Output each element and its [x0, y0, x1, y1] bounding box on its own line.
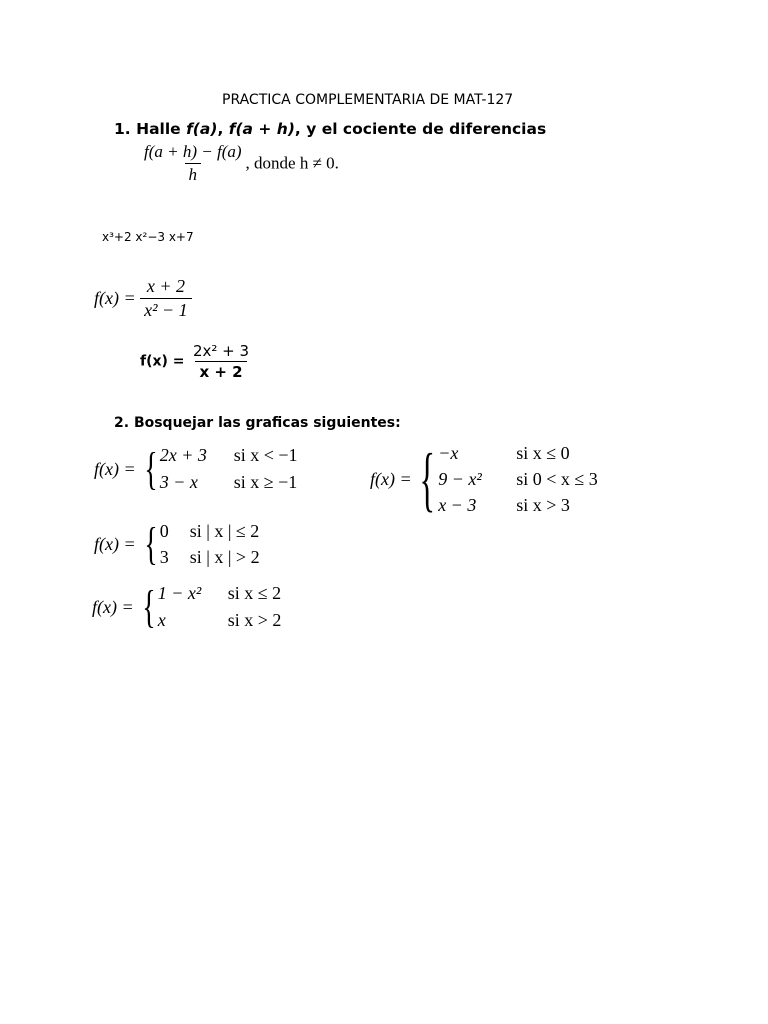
piecewise-function-3-expr: 3 [159, 547, 169, 567]
piecewise-function-2-row [438, 492, 598, 518]
piecewise-function-2-expr: −x [438, 443, 459, 463]
piecewise-function-2-expr: 9 − x² [438, 469, 482, 489]
question-1-fa: f(a) [186, 120, 218, 138]
piecewise-function-1-cond: si x ≥ −1 [233, 472, 298, 492]
piecewise-function-1-cases [160, 442, 298, 496]
question-1-number: 1. [114, 120, 131, 138]
piecewise-function-4-lhs: f(x) = [92, 596, 134, 617]
rational-function-1-numerator: x + 2 [146, 276, 185, 296]
piecewise-function-1-cond: si x < −1 [233, 445, 298, 465]
question-1-fah: f(a + h) [228, 120, 295, 138]
rational-function-1-denominator: x² − 1 [140, 298, 192, 321]
difference-quotient-tail: , donde h ≠ 0. [245, 153, 339, 173]
piecewise-function-3-lhs: f(x) = [94, 533, 136, 554]
piecewise-function-2-row [438, 440, 598, 466]
question-1-sep: , [217, 120, 229, 138]
rational-function-2-lhs: f(x) = [140, 353, 185, 370]
question-1-heading [114, 120, 546, 138]
piecewise-function-3-cases [160, 518, 260, 570]
question-2-label: Bosquejar las graficas siguientes: [133, 415, 401, 431]
piecewise-function-2-cases [438, 440, 598, 518]
difference-quotient-denominator: h [185, 163, 202, 185]
rational-function-2 [140, 342, 253, 381]
piecewise-function-4-brace: { [142, 581, 156, 632]
piecewise-function-2-expr: x − 3 [438, 495, 477, 515]
piecewise-function-4-row [158, 580, 282, 607]
question-2-heading [114, 415, 401, 431]
rational-function-2-numerator: 2x² + 3 [192, 342, 250, 360]
piecewise-function-3-cond: si | x | ≤ 2 [189, 521, 260, 541]
piecewise-function-3-row [160, 544, 260, 570]
rational-function-2-denominator: x + 2 [195, 361, 246, 381]
piecewise-function-2-row [438, 466, 598, 492]
piecewise-function-3-row [160, 518, 260, 544]
piecewise-function-2-cond: si x ≤ 0 [516, 443, 570, 463]
piecewise-function-4-cond: si x > 2 [227, 610, 282, 630]
piecewise-function-1-expr: 2x + 3 [159, 445, 207, 465]
piecewise-function-2 [370, 440, 598, 518]
piecewise-function-1-brace: { [144, 443, 158, 494]
piecewise-function-2-cond: si 0 < x ≤ 3 [516, 469, 598, 489]
piecewise-function-4-cond: si x ≤ 2 [227, 583, 282, 603]
piecewise-function-4-expr: x [157, 610, 166, 630]
piecewise-function-2-lhs: f(x) = [370, 468, 412, 489]
rational-function-1 [94, 276, 192, 321]
rational-function-1-lhs: f(x) = [94, 288, 136, 308]
question-1-label-post: , y el cociente de diferencias [294, 120, 547, 138]
piecewise-function-3-cond: si | x | > 2 [189, 547, 260, 567]
piecewise-function-4 [92, 580, 281, 634]
piecewise-function-1-expr: 3 − x [159, 472, 198, 492]
page-title: PRACTICA COMPLEMENTARIA DE MAT-127 [222, 92, 514, 108]
piecewise-function-3 [94, 518, 260, 570]
rational-function-2-fraction [189, 342, 253, 381]
question-2-number: 2. [114, 415, 130, 431]
rational-function-1-fraction [140, 276, 192, 321]
polynomial-expression: x³+2 x²−3 x+7 [102, 230, 194, 244]
difference-quotient-numerator: f(a + h) − f(a) [144, 142, 242, 161]
piecewise-function-2-brace: { [419, 439, 435, 519]
piecewise-function-3-brace: { [144, 518, 158, 569]
piecewise-function-1 [94, 442, 298, 496]
piecewise-function-1-lhs: f(x) = [94, 458, 136, 479]
question-1-label-pre: Halle [136, 120, 187, 138]
piecewise-function-4-row [158, 607, 282, 634]
piecewise-function-4-expr: 1 − x² [157, 583, 202, 603]
piecewise-function-4-cases [158, 580, 282, 634]
difference-quotient-fraction [140, 142, 246, 185]
piecewise-function-1-row [160, 442, 298, 469]
piecewise-function-3-expr: 0 [159, 521, 169, 541]
piecewise-function-2-cond: si x > 3 [516, 495, 570, 515]
difference-quotient [140, 142, 339, 185]
piecewise-function-1-row [160, 469, 298, 496]
